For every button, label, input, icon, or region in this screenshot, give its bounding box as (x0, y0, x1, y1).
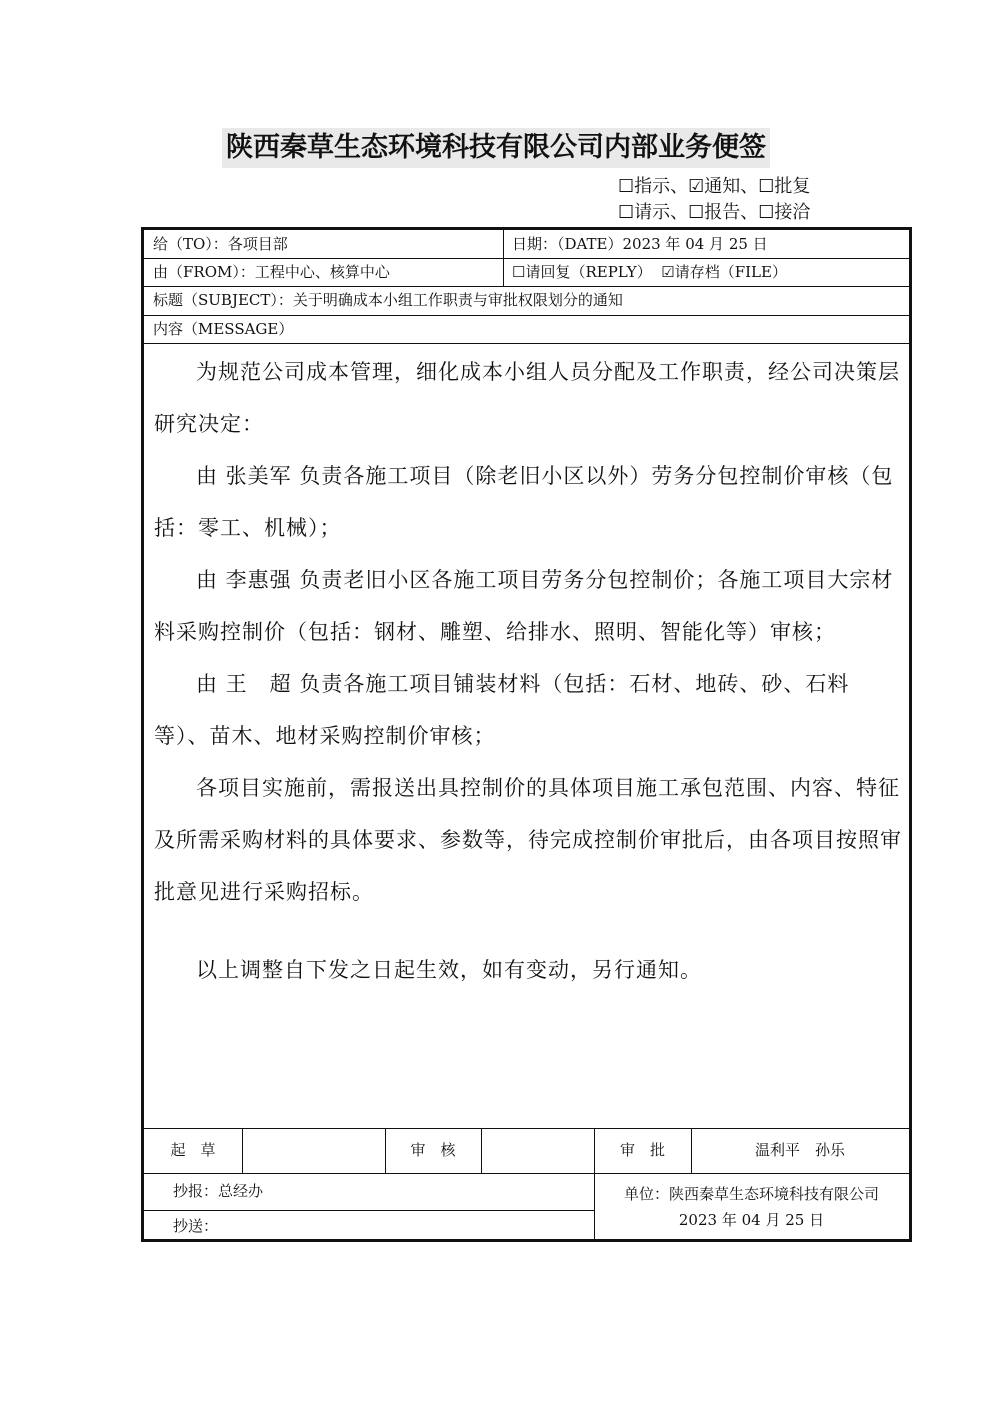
review-signature-field[interactable] (481, 1128, 594, 1173)
message-paragraph: 为规范公司成本管理，细化成本小组人员分配及工作职责，经公司决策层研究决定： (154, 360, 900, 436)
memo-type-options (618, 174, 810, 226)
message-body (154, 346, 904, 996)
reply-checkbox[interactable]: ☐请回复（REPLY） (512, 263, 652, 281)
reply-options (503, 258, 909, 286)
message-paragraph: 由 王 超 负责各施工项目铺装材料（包括：石材、地砖、砂、石料等）、苗木、地材采购控制价审核； (154, 672, 850, 748)
cc-report: 抄报：总经办 (173, 1182, 264, 1200)
memo-table (141, 227, 912, 1242)
cc-send: 抄送： (173, 1217, 219, 1235)
approvers-signature: 温利平 孙乐 (754, 1141, 845, 1159)
message-paragraph: 以上调整自下发之日起生效，如有变动，另行通知。 (196, 958, 702, 982)
approve-label: 审 批 (619, 1141, 665, 1159)
draft-label: 起 草 (170, 1141, 216, 1159)
type-request-checkbox[interactable]: ☐请示、 (618, 202, 689, 223)
memo-date: 日期：（DATE）2023 年 04 月 25 日 (512, 235, 768, 253)
memo-type-row-2 (618, 200, 810, 226)
divider (144, 343, 909, 344)
type-report-checkbox[interactable]: ☐报告、 (688, 202, 759, 223)
type-notice-checkbox[interactable]: ☑通知、 (688, 176, 759, 197)
issue-date: 2023 年 04 月 25 日 (678, 1211, 825, 1229)
memo-from: 由（FROM）：工程中心、核算中心 (153, 263, 390, 281)
message-paragraph: 由 李惠强 负责老旧小区各施工项目劳务分包控制价；各施工项目大宗材料采购控制价（包括：钢材、雕塑、给排水、照明、智能化等）审核； (154, 568, 894, 644)
type-instruction-checkbox[interactable]: ☐指示、 (618, 176, 689, 197)
review-label: 审 核 (410, 1141, 456, 1159)
message-paragraph: 由 张美军 负责各施工项目（除老旧小区以外）劳务分包控制价审核（包括：零工、机械）； (154, 464, 894, 540)
type-contact-checkbox[interactable]: ☐接洽 (758, 202, 811, 223)
message-paragraph: 各项目实施前，需报送出具控制价的具体项目施工承包范围、内容、特征及所需采购材料的具体要求、参数等，待完成控制价审批后，由各项目按照审批意见进行采购招标。 (154, 776, 902, 904)
memo-subject: 标题（SUBJECT）：关于明确成本小组工作职责与审批权限划分的通知 (153, 291, 623, 309)
message-label: 内容（MESSAGE） (153, 320, 294, 338)
divider (594, 1173, 909, 1174)
draft-signature-field[interactable] (242, 1128, 385, 1173)
type-reply-checkbox[interactable]: ☐批复 (758, 176, 811, 197)
memo-to: 给（TO）：各项目部 (153, 235, 288, 253)
file-checkbox[interactable]: ☑请存档（FILE） (661, 263, 787, 281)
memo-title: 陕西秦草生态环境科技有限公司内部业务便签 (222, 128, 770, 168)
memo-type-row-1 (618, 174, 810, 200)
issuing-unit: 单位：陕西秦草生态环境科技有限公司 (623, 1185, 879, 1203)
